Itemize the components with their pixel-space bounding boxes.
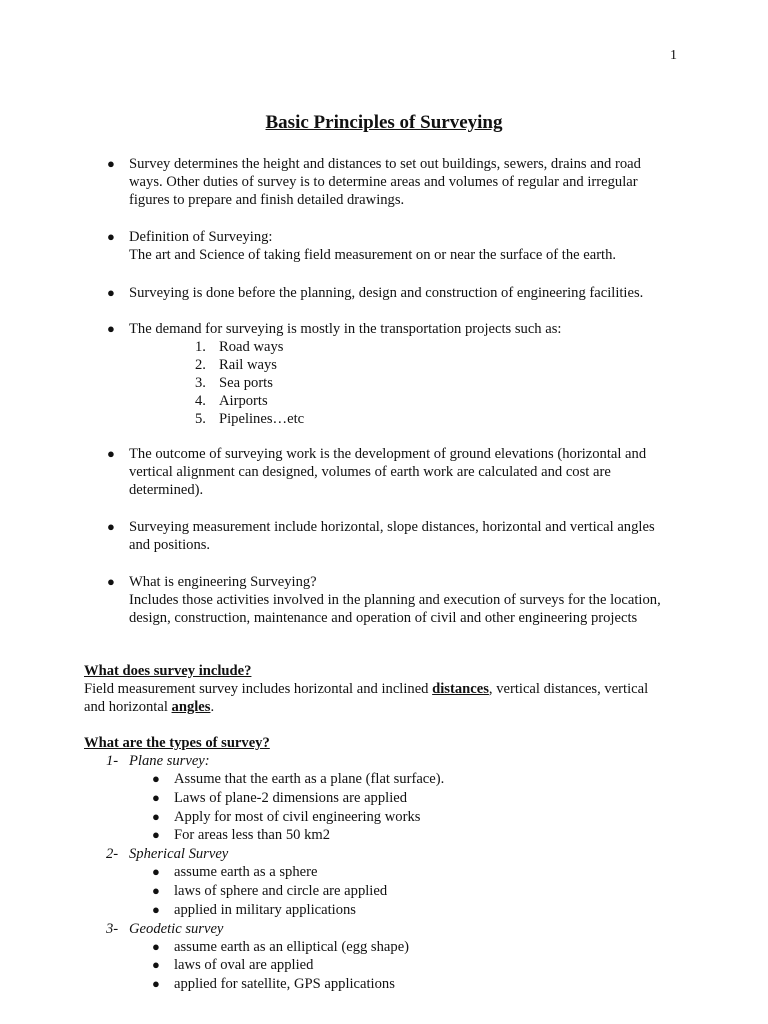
- list-item: 2. Rail ways: [195, 357, 277, 373]
- bullet-line: figures to prepare and finish detailed drawings.: [129, 192, 405, 208]
- bullet-line: The art and Science of taking field measurement on or near the surface of the earth.: [129, 247, 617, 263]
- bullet-icon: ●: [107, 156, 115, 171]
- list-item: ● laws of sphere and circle are applied: [152, 882, 388, 899]
- list-item: ● For areas less than 50 km2: [152, 827, 331, 844]
- survey-type-plane: [84, 752, 684, 845]
- list-item: ● assume earth as an elliptical (egg shape): [152, 938, 410, 955]
- bullet-line: ways. Other duties of survey is to determine areas and volumes of regular and irregular: [129, 174, 638, 190]
- bullet-line: Includes those activities involved in the planning and execution of surveys for the location,: [129, 592, 661, 608]
- list-item: 1. Road ways: [195, 339, 284, 355]
- survey-type-detail-list: [152, 938, 684, 994]
- bullet-item-survey-duties: [107, 155, 687, 209]
- bullet-line: Definition of Surveying:: [129, 229, 273, 245]
- bullet-line: Survey determines the height and distances to set out buildings, sewers, drains and road: [129, 156, 641, 172]
- bullet-icon: ●: [107, 321, 115, 336]
- survey-type-label: 2- Spherical Survey: [106, 846, 229, 863]
- bullet-icon: ●: [152, 976, 160, 992]
- bullet-item-outcome: [107, 445, 687, 499]
- list-item: ● assume earth as a sphere: [152, 864, 318, 881]
- bullet-item-transportation-demand: [107, 320, 687, 428]
- page-number: 1: [670, 48, 677, 63]
- bullet-line: The demand for surveying is mostly in the transportation projects such as:: [129, 321, 562, 337]
- list-item: ● Laws of plane-2 dimensions are applied: [152, 789, 408, 806]
- survey-type-detail-list: [152, 863, 684, 919]
- list-item: ● Assume that the earth as a plane (flat surface).: [152, 771, 445, 787]
- document-title: Basic Principles of Surveying: [265, 112, 503, 133]
- list-item: 3. Sea ports: [195, 375, 273, 391]
- list-item: ● Apply for most of civil engineering works: [152, 808, 421, 825]
- bullet-icon: ●: [152, 827, 160, 843]
- bullet-item-measurement: [107, 518, 687, 554]
- bullet-item-engineering-surveying: [107, 573, 687, 627]
- emphasis-angles: angles: [171, 699, 211, 715]
- bullet-icon: ●: [107, 285, 115, 300]
- bullet-icon: ●: [107, 229, 115, 244]
- bullet-line: Surveying is done before the planning, design and construction of engineering facilities.: [129, 285, 644, 301]
- list-item: 5. Pipelines…etc: [195, 411, 305, 427]
- bullet-line: What is engineering Surveying?: [129, 574, 317, 590]
- survey-type-geodetic: [84, 920, 684, 994]
- bullet-line: vertical alignment can designed, volumes of earth work are calculated and cost are: [129, 464, 611, 480]
- emphasis-distances: distances: [432, 681, 489, 697]
- bullet-line: and positions.: [129, 537, 211, 553]
- section-heading: What does survey include?: [84, 663, 252, 679]
- list-item: ● laws of oval are applied: [152, 957, 314, 974]
- list-item: ● applied for satellite, GPS applications: [152, 976, 395, 993]
- survey-type-label: 1- Plane survey:: [106, 753, 210, 769]
- survey-types-list: [84, 752, 684, 994]
- survey-type-spherical: [84, 845, 684, 919]
- bullet-item-before-planning: [107, 284, 687, 302]
- bullet-line: design, construction, maintenance and operation of civil and other engineering projects: [129, 610, 638, 626]
- bullet-icon: ●: [152, 864, 160, 880]
- bullet-icon: ●: [107, 446, 115, 461]
- bullet-icon: ●: [152, 808, 160, 824]
- survey-include-section: [84, 662, 684, 716]
- bullet-line: Surveying measurement include horizontal, slope distances, horizontal and vertical angles: [129, 519, 655, 535]
- bullet-icon: ●: [152, 957, 160, 973]
- bullet-icon: ●: [152, 901, 160, 917]
- list-item: 4. Airports: [195, 393, 268, 409]
- transportation-project-list: [195, 338, 687, 428]
- section-heading: What are the types of survey?: [84, 735, 270, 751]
- list-item: ● applied in military applications: [152, 901, 356, 918]
- bullet-item-definition: [107, 228, 687, 264]
- survey-type-detail-list: [152, 770, 684, 845]
- bullet-icon: ●: [152, 882, 160, 898]
- survey-type-label: 3- Geodetic survey: [106, 920, 224, 937]
- bullet-line: determined).: [129, 482, 204, 498]
- survey-types-section: [84, 734, 684, 994]
- bullet-line: The outcome of surveying work is the development of ground elevations (horizontal and: [129, 446, 647, 462]
- bullet-icon: ●: [107, 519, 115, 534]
- bullet-icon: ●: [152, 789, 160, 805]
- bullet-icon: ●: [152, 771, 160, 786]
- bullet-icon: ●: [152, 938, 160, 954]
- bullet-icon: ●: [107, 574, 115, 589]
- section-body: Field measurement survey includes horizontal and inclined distances, vertical distances, vertical and horizontal angles.: [84, 681, 649, 715]
